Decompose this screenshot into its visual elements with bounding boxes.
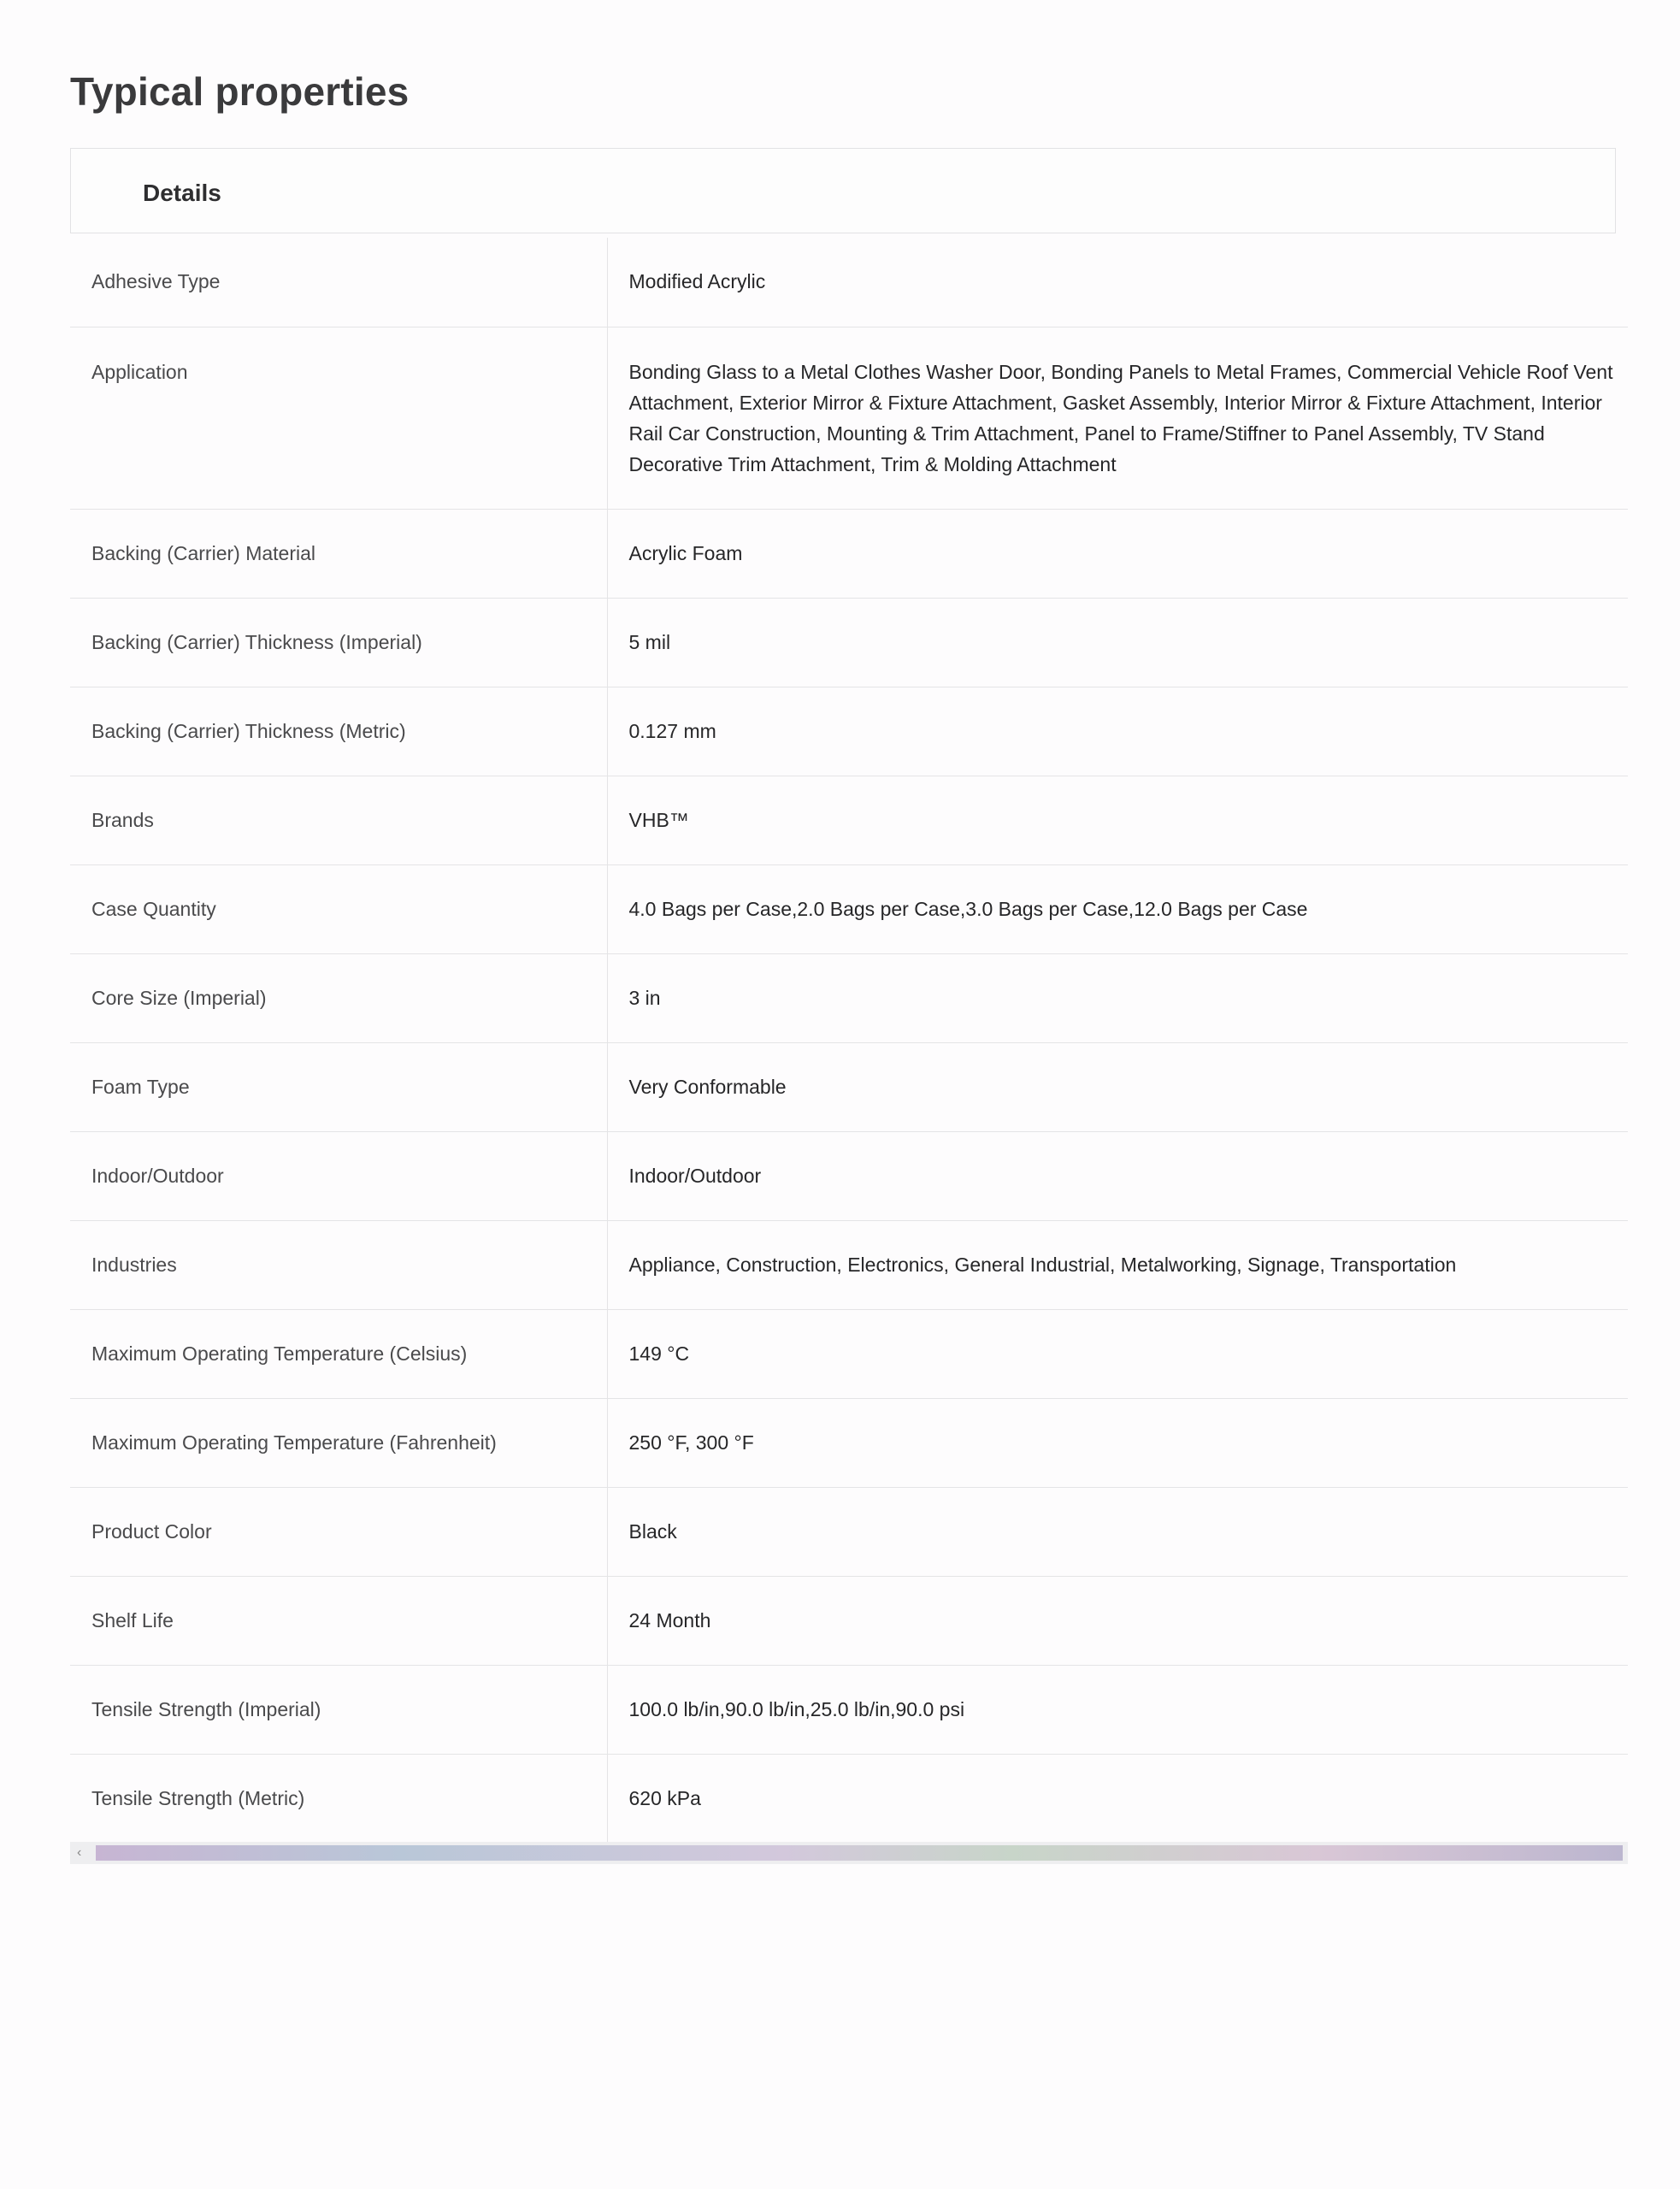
property-value: 0.127 mm (607, 687, 1628, 776)
property-name: Product Color (70, 1487, 607, 1576)
property-value: 3 in (607, 953, 1628, 1042)
property-name: Brands (70, 776, 607, 864)
table-row (70, 776, 1628, 864)
table-row (70, 1220, 1628, 1309)
table-row (70, 687, 1628, 776)
property-name: Industries (70, 1220, 607, 1309)
property-value: Bonding Glass to a Metal Clothes Washer Door, Bonding Panels to Metal Frames, Commercial Vehicle Roof Vent Attachment, Exterior Mirror & Fixture Attachment, Gasket Assembly, Interior Mirror & Fixture Attachment, Interior Rail Car Construction, Mounting & Trim Attachment, Panel to Frame/Stiffner to Panel Assembly, TV Stand Decorative Trim Attachment, Trim & Molding Attachment (607, 327, 1628, 509)
property-name: Maximum Operating Temperature (Celsius) (70, 1309, 607, 1398)
property-value: Very Conformable (607, 1042, 1628, 1131)
property-name: Indoor/Outdoor (70, 1131, 607, 1220)
property-value: Acrylic Foam (607, 509, 1628, 598)
property-name: Tensile Strength (Imperial) (70, 1665, 607, 1754)
property-value: 620 kPa (607, 1754, 1628, 1843)
property-value: VHB™ (607, 776, 1628, 864)
property-value: 100.0 lb/in,90.0 lb/in,25.0 lb/in,90.0 psi (607, 1665, 1628, 1754)
property-value: 5 mil (607, 598, 1628, 687)
property-name: Foam Type (70, 1042, 607, 1131)
table-row (70, 598, 1628, 687)
property-name: Case Quantity (70, 864, 607, 953)
page-title: Typical properties (70, 69, 410, 114)
table-row (70, 509, 1628, 598)
table-row (70, 1398, 1628, 1487)
chevron-left-icon[interactable]: ‹ (77, 1845, 82, 1860)
table-row (70, 1487, 1628, 1576)
property-value: Modified Acrylic (607, 238, 1628, 327)
property-name: Backing (Carrier) Thickness (Imperial) (70, 598, 607, 687)
table-row (70, 1754, 1628, 1843)
property-value: 24 Month (607, 1576, 1628, 1665)
table-row (70, 327, 1628, 509)
property-value: 149 °C (607, 1309, 1628, 1398)
table-row (70, 1131, 1628, 1220)
details-header (70, 148, 1616, 233)
property-name: Core Size (Imperial) (70, 953, 607, 1042)
properties-table (70, 238, 1628, 1844)
property-name: Backing (Carrier) Material (70, 509, 607, 598)
scrollbar-thumb[interactable] (96, 1845, 1623, 1861)
property-name: Application (70, 327, 607, 509)
property-value: Black (607, 1487, 1628, 1576)
table-row (70, 1309, 1628, 1398)
table-row (70, 238, 1628, 327)
property-name: Backing (Carrier) Thickness (Metric) (70, 687, 607, 776)
table-row (70, 1576, 1628, 1665)
horizontal-scrollbar[interactable] (70, 1842, 1628, 1864)
property-name: Shelf Life (70, 1576, 607, 1665)
table-row (70, 953, 1628, 1042)
details-header-label: Details (143, 180, 221, 206)
property-name: Maximum Operating Temperature (Fahrenheit) (70, 1398, 607, 1487)
property-value: Indoor/Outdoor (607, 1131, 1628, 1220)
property-name: Adhesive Type (70, 238, 607, 327)
table-row (70, 1042, 1628, 1131)
table-row (70, 1665, 1628, 1754)
property-value: Appliance, Construction, Electronics, General Industrial, Metalworking, Signage, Transportation (607, 1220, 1628, 1309)
property-name: Tensile Strength (Metric) (70, 1754, 607, 1843)
table-row (70, 864, 1628, 953)
property-value: 250 °F, 300 °F (607, 1398, 1628, 1487)
property-value: 4.0 Bags per Case,2.0 Bags per Case,3.0 Bags per Case,12.0 Bags per Case (607, 864, 1628, 953)
